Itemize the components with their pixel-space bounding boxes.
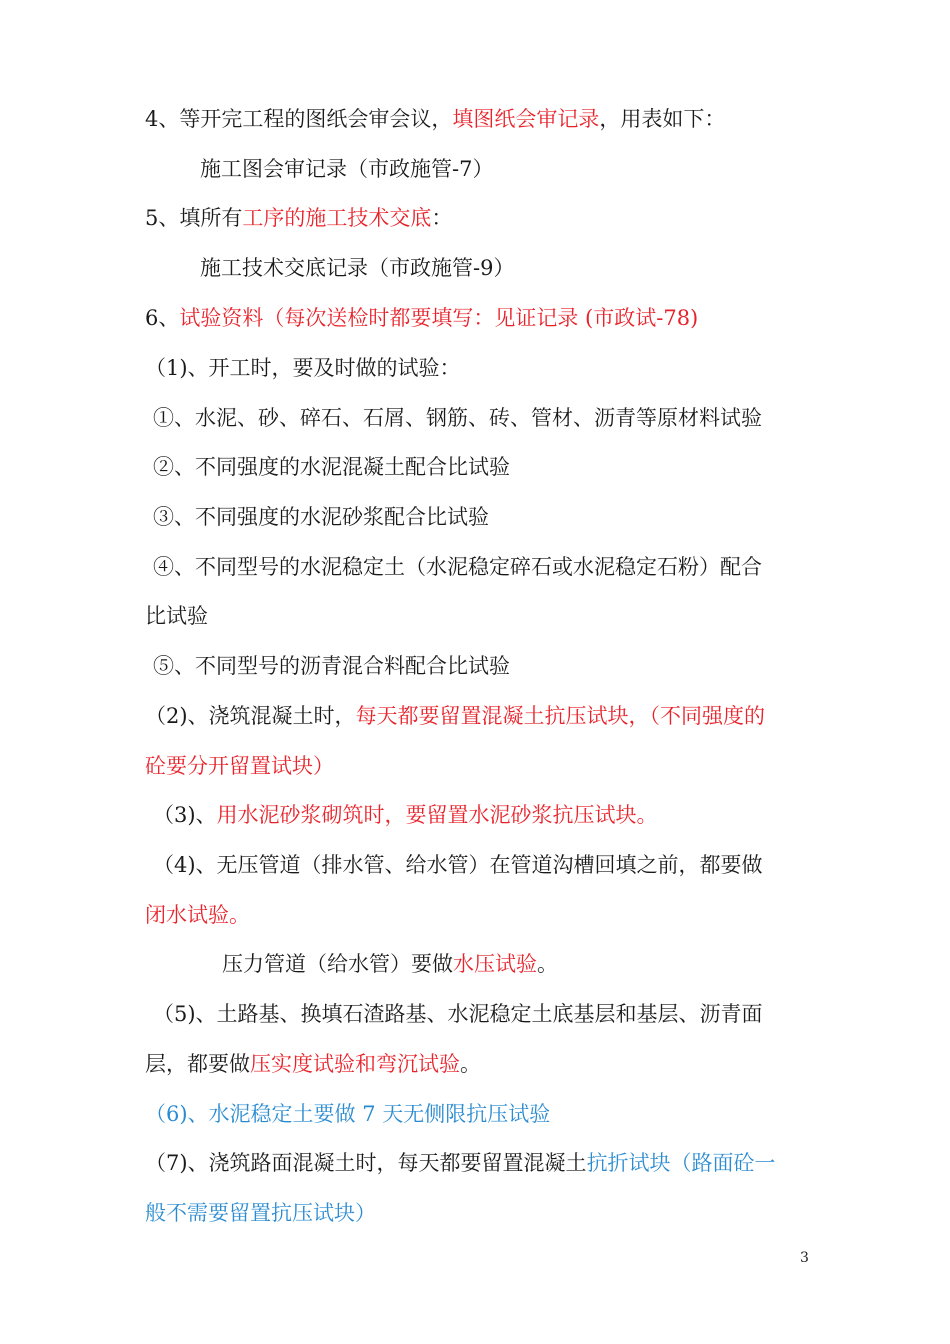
text-run: 施工图会审记录（市政施管-7） [200, 157, 494, 181]
text-run: 4、等开完工程的图纸会审会议， [145, 107, 453, 131]
text-run: ⑤、不同型号的沥青混合料配合比试验 [153, 654, 510, 678]
form-reference-text [200, 154, 950, 184]
red-text-run: 工序的施工技术交底 [242, 206, 432, 230]
test-item-4 [153, 552, 950, 582]
subsection-3-text [153, 800, 950, 830]
text-run: 层，都要做 [145, 1052, 250, 1076]
red-text-run: 砼要分开留置试块） [145, 754, 334, 778]
subsection-1-text [145, 353, 950, 383]
red-text-run: 用水泥砂浆砌筑时，要留置水泥砂浆抗压试块。 [216, 803, 658, 827]
test-item-1 [153, 403, 950, 433]
subsection-4-text [153, 850, 950, 880]
text-run: 6、 [145, 306, 180, 330]
text-run: ①、水泥、砂、碎石、石屑、钢筋、砖、管材、沥青等原材料试验 [153, 406, 762, 430]
subsection-5-continued [145, 1049, 950, 1079]
text-run: 施工技术交底记录（市政施管-9） [200, 256, 515, 280]
text-run: 。 [460, 1052, 481, 1076]
blue-text-run: （6)、水泥稳定土要做 7 天无侧限抗压试验 [145, 1102, 551, 1126]
text-run: （3)、 [153, 803, 217, 827]
page-number: 3 [800, 1250, 809, 1266]
subsection-2-text [145, 701, 950, 731]
text-run: 压力管道（给水管）要做 [222, 952, 453, 976]
red-text-run: 闭水试验。 [145, 903, 250, 927]
red-text-run: 填图纸会审记录 [452, 107, 600, 131]
form-reference-text [200, 253, 950, 283]
text-run: （5)、土路基、换填石渣路基、水泥稳定土底基层和基层、沥青面 [153, 1002, 763, 1026]
text-run: （4)、无压管道（排水管、给水管）在管道沟槽回填之前，都要做 [153, 853, 763, 877]
subsection-2-continued [145, 751, 950, 781]
test-item-3 [153, 502, 950, 532]
text-run: （7)、浇筑路面混凝土时，每天都要留置混凝土 [145, 1151, 587, 1175]
pressure-pipe-text [222, 949, 950, 979]
text-run: ③、不同强度的水泥砂浆配合比试验 [153, 505, 489, 529]
subsection-5-text [153, 999, 950, 1029]
text-run: ②、不同强度的水泥混凝土配合比试验 [153, 455, 510, 479]
subsection-7-text [145, 1148, 950, 1178]
text-run: （1)、开工时，要及时做的试验： [145, 356, 461, 380]
red-text-run: 水压试验 [453, 952, 537, 976]
red-text-run: 试验资料（每次送检时都要填写：见证记录 (市政试-78) [179, 306, 699, 330]
red-text-run: 压实度试验和弯沉试验 [250, 1052, 460, 1076]
blue-text-run: 般不需要留置抗压试块） [145, 1201, 376, 1225]
subsection-4-continued [145, 900, 950, 930]
text-run: 5、填所有 [145, 206, 243, 230]
text-run: （2)、浇筑混凝土时， [145, 704, 356, 728]
test-item-5 [153, 651, 950, 681]
subsection-7-continued [145, 1198, 950, 1228]
red-text-run: 每天都要留置混凝土抗压试块，（不同强度的 [355, 704, 766, 728]
subsection-6-text [145, 1099, 950, 1129]
blue-text-run: 抗折试块（路面砼一 [586, 1151, 776, 1175]
text-run: 比试验 [145, 604, 208, 628]
item-4-text [145, 104, 950, 134]
test-item-2 [153, 452, 950, 482]
text-run: 。 [537, 952, 558, 976]
item-5-text [145, 203, 950, 233]
test-item-4-continued [145, 601, 950, 631]
text-run: ，用表如下： [599, 107, 726, 131]
item-6-heading [145, 303, 950, 333]
text-run: ④、不同型号的水泥稳定土（水泥稳定碎石或水泥稳定石粉）配合 [153, 555, 762, 579]
text-run: ： [431, 206, 453, 230]
